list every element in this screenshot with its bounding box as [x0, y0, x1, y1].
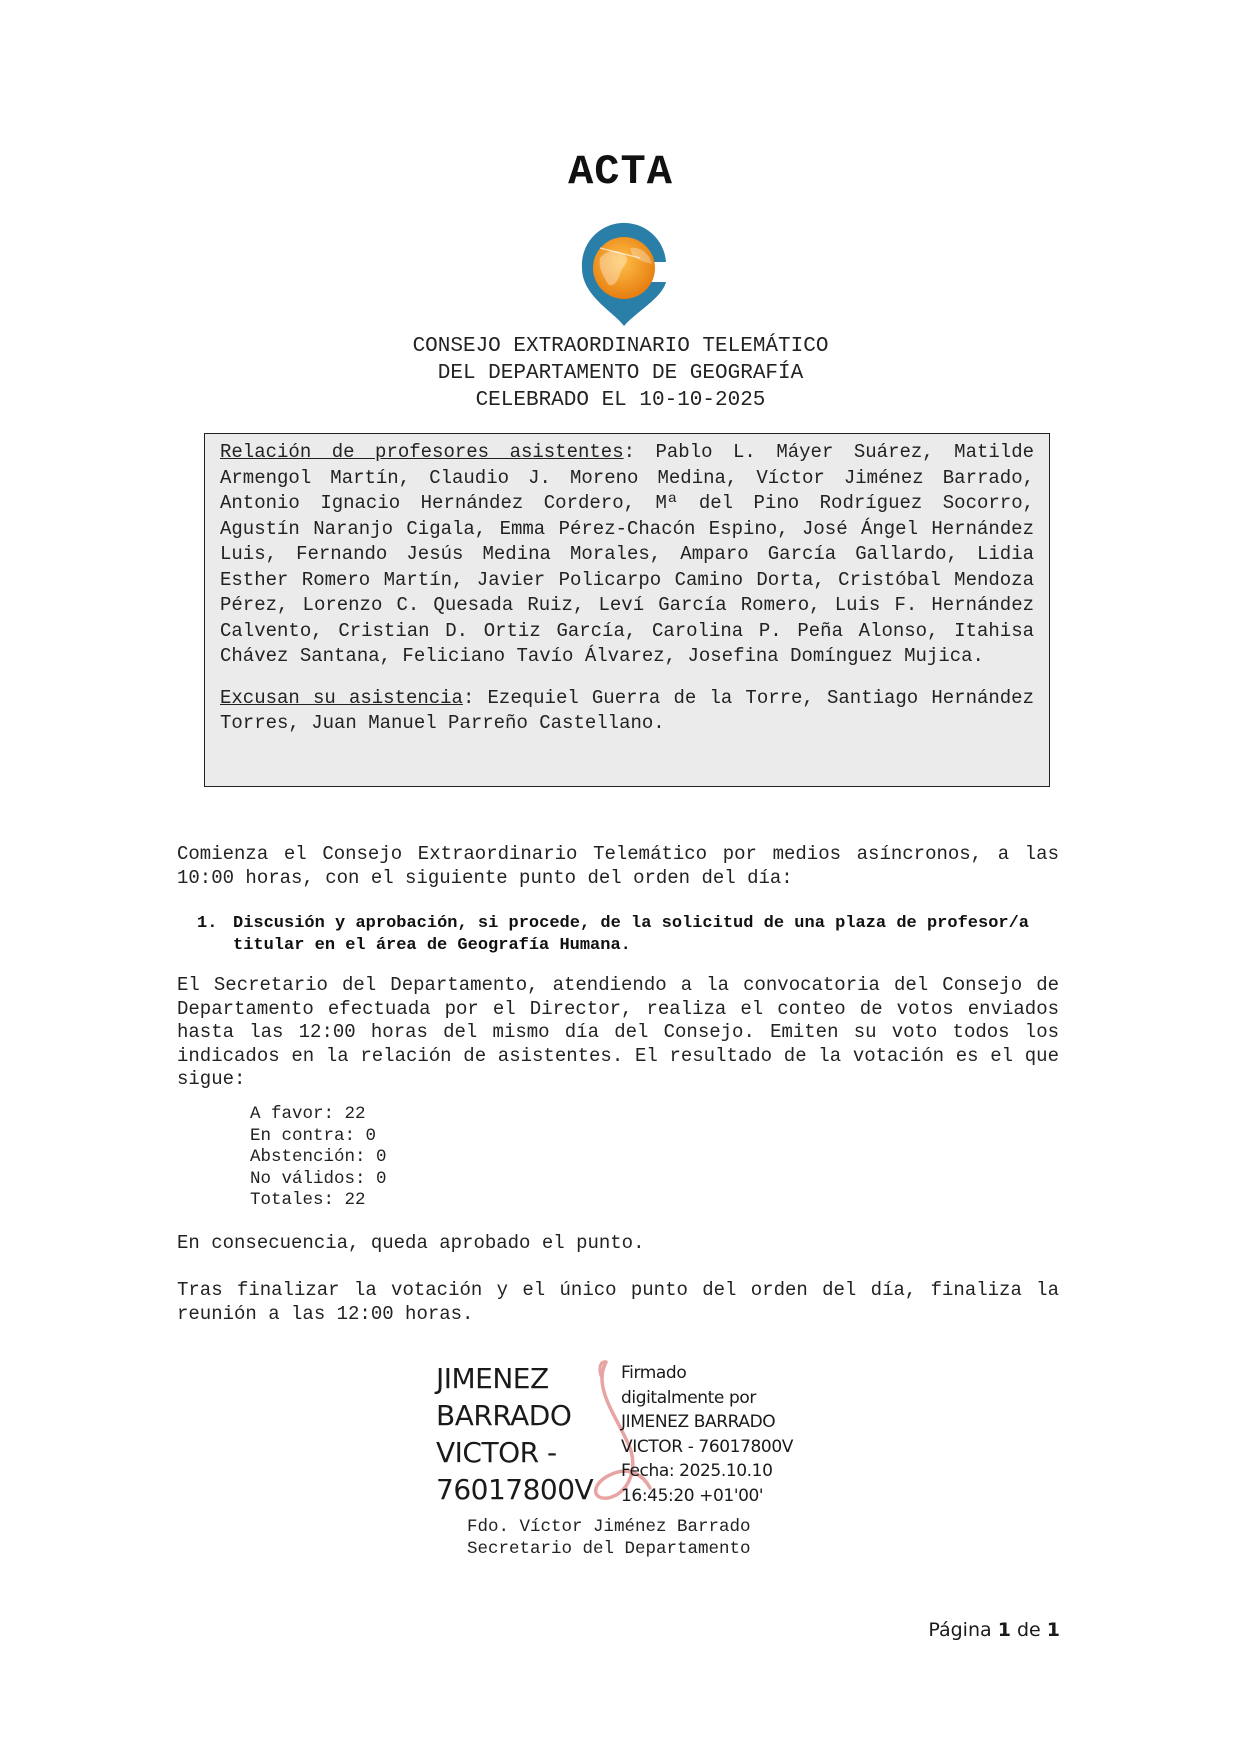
vote-no-validos: No válidos: 0	[250, 1168, 387, 1189]
signature-detail-line: Firmado	[621, 1363, 687, 1383]
signature-name-line: BARRADO	[436, 1399, 572, 1432]
excused-paragraph	[220, 686, 1034, 737]
signature-name-line: VICTOR -	[436, 1436, 557, 1469]
signature-detail-line: VICTOR - 76017800V	[621, 1436, 793, 1457]
globe-pin-logo	[570, 218, 678, 328]
signature-detail-line: JIMENEZ BARRADO	[621, 1412, 776, 1432]
intro-paragraph: Comienza el Consejo Extraordinario Telemático por medios asíncronos, a las 10:00 horas, con el siguiente punto del orden del día:	[177, 843, 1059, 889]
page-of: de	[1016, 1619, 1041, 1641]
page-current: 1	[997, 1619, 1011, 1641]
page-number	[900, 1619, 1060, 1641]
attendees-box	[204, 433, 1050, 787]
agenda-item	[197, 913, 1029, 957]
document-title: ACTA	[568, 148, 673, 196]
signature-detail-line: 16:45:20 +01'00'	[621, 1485, 764, 1506]
vote-abstencion: Abstención: 0	[250, 1147, 387, 1167]
heading-line-2: DEL DEPARTAMENTO DE GEOGRAFÍA	[437, 362, 804, 385]
signature-detail-line: Fecha: 2025.10.10	[621, 1461, 773, 1481]
excused-label: Excusan su asistencia	[220, 686, 463, 709]
conclusion-paragraph: En consecuencia, queda aprobado el punto.	[177, 1232, 645, 1254]
attendees-label: Relación de profesores asistentes	[220, 441, 624, 463]
signature-name	[436, 1360, 593, 1508]
closing-paragraph: Tras finalizar la votación y el único punto del orden del día, finaliza la reunión a las 12:00 horas.	[177, 1279, 1059, 1325]
page-total: 1	[1046, 1619, 1060, 1641]
attendees-paragraph	[220, 440, 1034, 670]
signed-by-role: Secretario del Departamento	[467, 1538, 751, 1559]
signature-detail-line: digitalmente por	[621, 1387, 756, 1408]
secretary-paragraph: El Secretario del Departamento, atendiendo a la convocatoria del Consejo de Departamento efectuada por el Director, realiza el conteo de votos enviados hasta las 12:00 horas del mismo día del Consejo. Emiten su voto todos los indicados en la relación de asistentes. El resultado de la votación es el que sigue:	[177, 974, 1059, 1090]
heading-line-1: CONSEJO EXTRAORDINARIO TELEMÁTICO	[412, 335, 829, 358]
page-prefix: Página	[928, 1619, 992, 1641]
vote-totales: Totales: 22	[250, 1190, 366, 1210]
signed-by	[467, 1517, 751, 1560]
vote-favor: A favor: 22	[250, 1104, 366, 1124]
attendees-names: : Pablo L. Máyer Suárez, Matilde Armengol Martín, Claudio J. Moreno Medina, Víctor Jiménez Barrado, Antonio Ignacio Hernández Cordero, Mª del Pino Rodríguez Socorro, Agustín Naranjo Cigala, Emma Pérez-Chacón Espino, José Ángel Hernández Luis, Fernando Jesús Medina Morales, Amparo García Gallardo, Lidia Esther Romero Martín, Javier Policarpo Camino Dorta, Cristóbal Mendoza Pérez, Lorenzo C. Quesada Ruiz, Leví García Romero, Luis F. Hernández Calvento, Cristian D. Ortiz García, Carolina P. Peña Alonso, Itahisa Chávez Santana, Feliciano Tavío Álvarez, Josefina Domínguez Mujica.	[220, 441, 1034, 667]
vote-contra: En contra: 0	[250, 1125, 377, 1146]
agenda-number: 1.	[197, 914, 218, 933]
signature-details	[621, 1361, 793, 1508]
vote-results	[250, 1104, 387, 1212]
signed-by-name: Fdo. Víctor Jiménez Barrado	[467, 1517, 751, 1537]
heading-line-3: CELEBRADO EL 10-10-2025	[475, 389, 766, 412]
agenda-text: Discusión y aprobación, si procede, de la solicitud de una plaza de profesor/a titular en el área de Geografía Humana.	[233, 914, 1029, 955]
signature-name-line: 76017800V	[436, 1473, 594, 1506]
excused-names: : Ezequiel Guerra de la Torre, Santiago Hernández Torres, Juan Manuel Parreño Castellano.	[220, 686, 1034, 734]
signature-name-line: JIMENEZ	[436, 1362, 549, 1395]
